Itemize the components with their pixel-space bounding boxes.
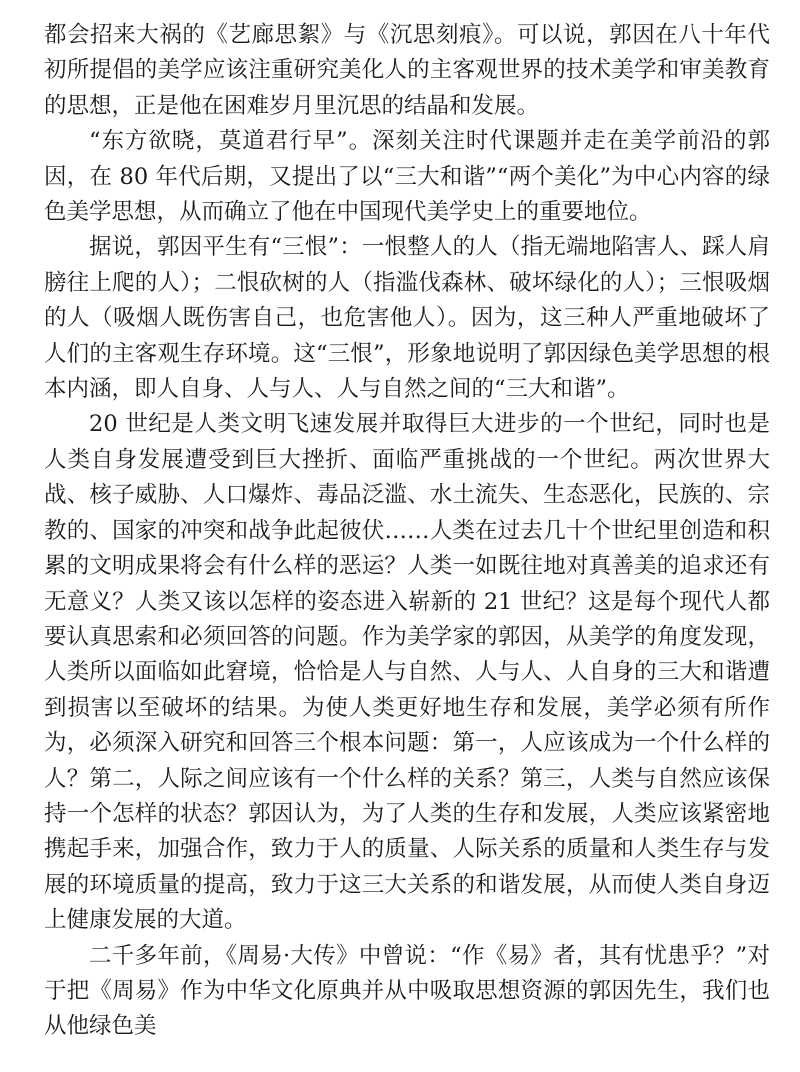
paragraph-2: “东方欲晓，莫道君行早”。深刻关注时代课题并走在美学前沿的郭因，在 80 年代后期，又提出了以“三大和谐”“两个美化”为中心内容的绿色美学思想，从而确立了他在中国现代美学史上的重要地位。 — [44, 128, 770, 226]
paragraph-1: 都会招来大祸的《艺廊思絮》与《沉思刻痕》。可以说，郭因在八十年代初所提倡的美学应该注重研究美化人的主客观世界的技术美学和审美教育的思想，正是他在困难岁月里沉思的结晶和发展。 — [44, 22, 770, 119]
paragraph-3: 据说，郭因平生有“三恨”：一恨整人的人（指无端地陷害人、踩人肩膀往上爬的人）；二恨砍树的人（指滥伐森林、破坏绿化的人）；三恨吸烟的人（吸烟人既伤害自己，也危害他人）。因为，这三种人严重地破坏了人们的主客观生存环境。这“三恨”，形象地说明了郭因绿色美学思想的根本内涵，即人自身、人与人、人与自然之间的“三大和谐”。 — [44, 234, 770, 403]
paragraph-4: 20 世纪是人类文明飞速发展并取得巨大进步的一个世纪，同时也是人类自身发展遭受到巨大挫折、面临严重挑战的一个世纪。两次世界大战、核子威胁、人口爆炸、毒品泛滥、水土流失、生态恶化，民族的、宗教的、国家的冲突和战争此起彼伏……人类在过去几十个世纪里创造和积累的文明成果将会有什么样的恶运？人类一如既往地对真善美的追求还有无意义？人类又该以怎样的姿态进入崭新的 21 世纪？这是每个现代人都要认真思索和必须回答的问题。作为美学家的郭因，从美学的角度发现，人类所以面临如此窘境，恰恰是人与自然、人与人、人自身的三大和谐遭到损害以至破坏的结果。为使人类更好地生存和发展，美学必须有所作为，必须深入研究和回答三个根本问题：第一，人应该成为一个什么样的人？第二，人际之间应该有一个什么样的关系？第三，人类与自然应该保持一个怎样的状态？郭因认为，为了人类的生存和发展，人类应该紧密地携起手来，加强合作，致力于人的质量、人际关系的质量和人类生存与发展的环境质量的提高，致力于这三大关系的和谐发展，从而使人类自身迈上健康发展的大道。 — [44, 411, 770, 934]
paragraph-5: 二千多年前，《周易·大传》中曾说：“作《易》者，其有忧患乎？”对于把《周易》作为中华文化原典并从中吸取思想资源的郭因先生，我们也从他绿色美 — [44, 942, 770, 1040]
document-page — [44, 18, 770, 1045]
